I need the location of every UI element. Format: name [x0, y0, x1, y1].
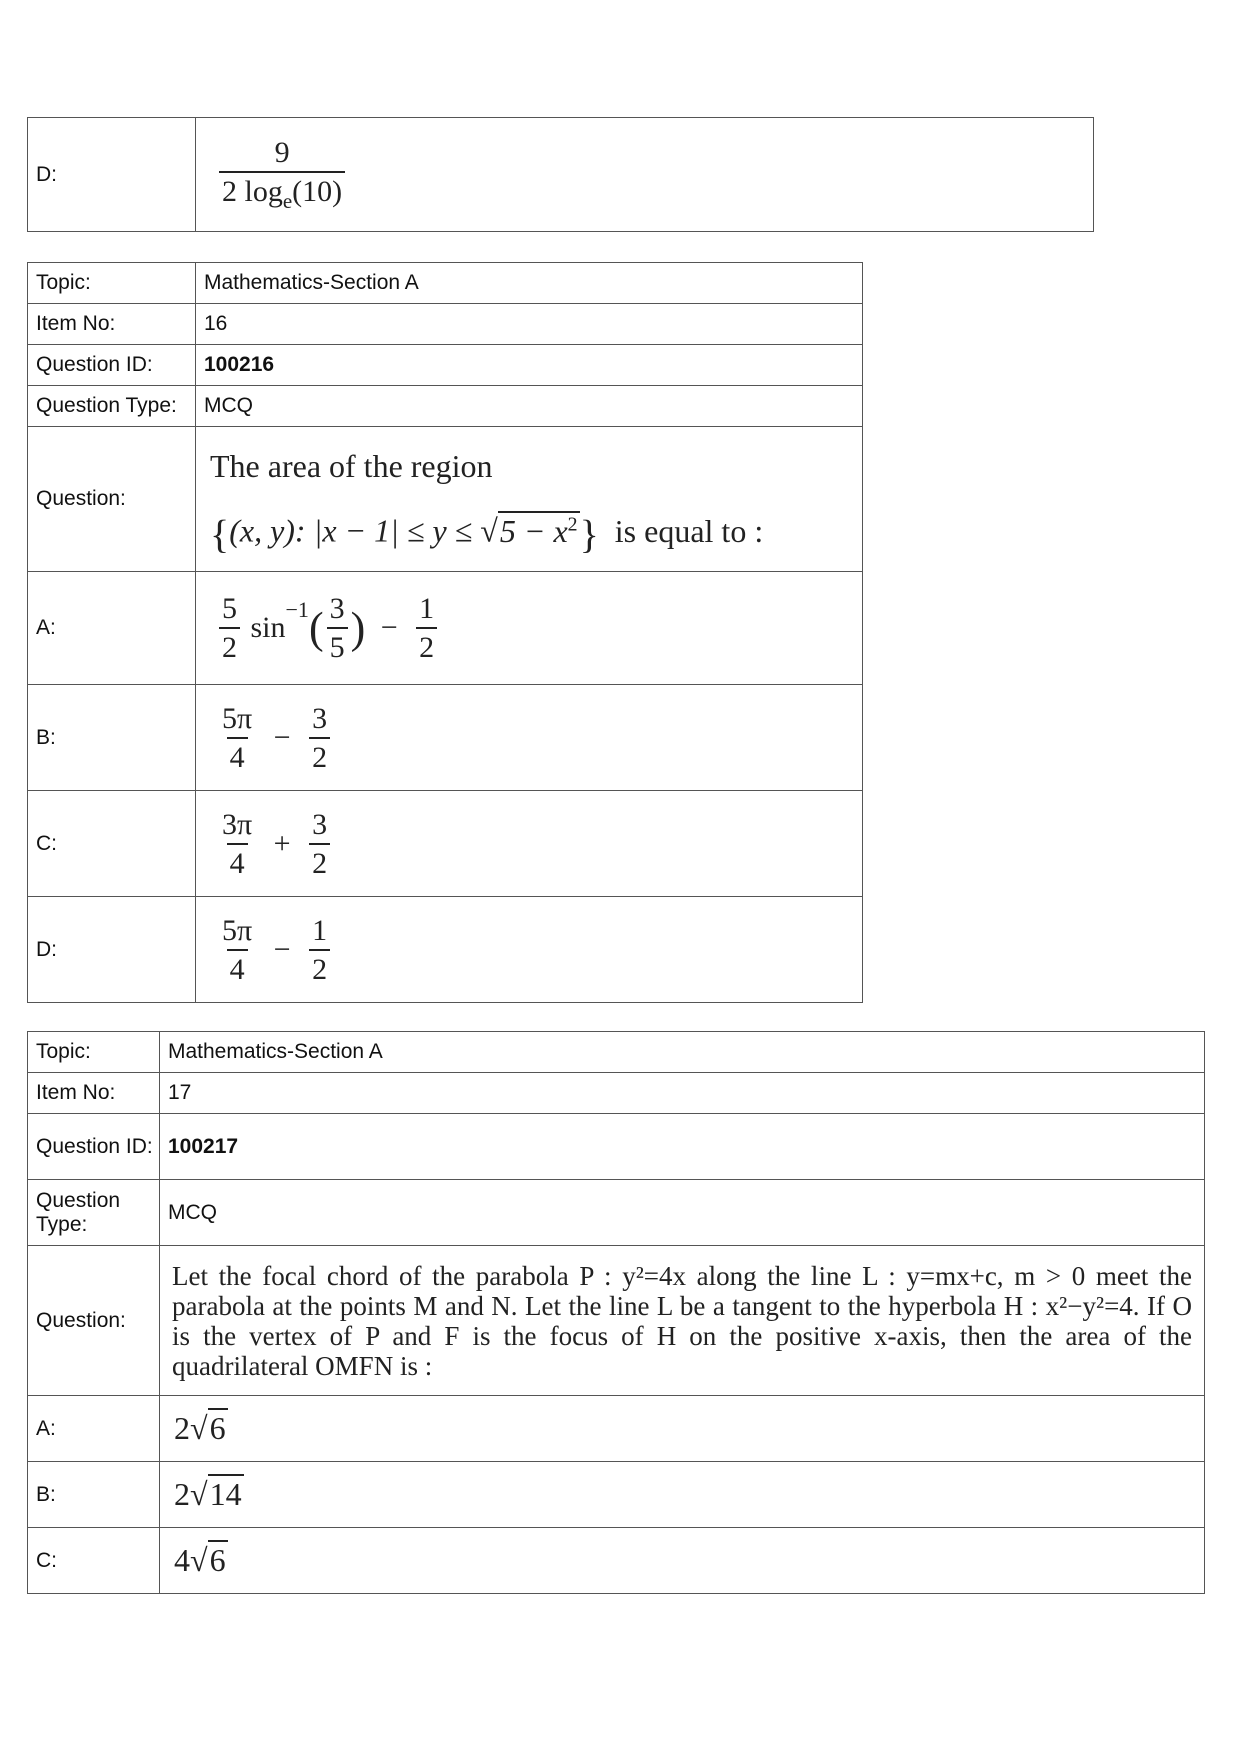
topic-label: Topic:: [28, 1032, 160, 1073]
option-b-label: B:: [28, 1462, 160, 1528]
question-type-value: MCQ: [160, 1180, 1205, 1246]
question-label: Question:: [28, 1246, 160, 1396]
question-id-value: 100216: [196, 345, 863, 386]
option-b-answer: $\frac{5\pi}{4}$ − $\frac{3}{2}$: [196, 685, 863, 791]
sqrt-expression: $√5 - x^2$: [480, 512, 578, 549]
question-label: Question:: [28, 427, 196, 572]
question-id-value: 100217: [160, 1114, 1205, 1180]
topic-label: Topic:: [28, 263, 196, 304]
option-b-answer: 2√14: [160, 1462, 1205, 1528]
fraction: $\frac{9}{2 \log_e(10)}$: [219, 136, 345, 213]
question-text: [160, 1246, 1205, 1396]
item-no-value: 16: [196, 304, 863, 345]
question-type-value: MCQ: [196, 386, 863, 427]
question-line-1: The area of the region: [210, 447, 493, 484]
topic-value: Mathematics-Section A: [160, 1032, 1205, 1073]
option-c-label: C:: [28, 1528, 160, 1594]
question-type-label: Question Type:: [28, 386, 196, 427]
question-line-2: {(x, y): $|x - 1| \le y \le √5 - x^2$} is equal to :: [210, 504, 862, 554]
option-b-label: B:: [28, 685, 196, 791]
option-c-answer: $\frac{3\pi}{4}$ + $\frac{3}{2}$: [196, 791, 863, 897]
item-no-label: Item No:: [28, 1073, 160, 1114]
question-text: [196, 427, 863, 572]
option-a-label: A:: [28, 572, 196, 685]
item-no-label: Item No:: [28, 304, 196, 345]
option-d-label: D:: [28, 897, 196, 1003]
option-a-answer: $\frac{5}{2}$ $\sin^{-1}$( $\frac{3}{5}$ ) − $\frac{1}{2}$: [196, 572, 863, 685]
option-d-label: D:: [28, 118, 196, 232]
question-type-label: Question Type:: [28, 1180, 160, 1246]
question-16-table: [27, 262, 863, 1003]
option-c-answer: 4√6: [160, 1528, 1205, 1594]
option-d-answer: [196, 118, 1094, 232]
topic-value: Mathematics-Section A: [196, 263, 863, 304]
item-no-value: 17: [160, 1073, 1205, 1114]
question-id-label: Question ID:: [28, 345, 196, 386]
question-paragraph: Let the focal chord of the parabola P : y²=4x along the line L : y=mx+c, m > 0 meet the parabola at the points M and N. Let the line L be a tangent to the hyperbola H : x²−y²=4. If O is the vertex of P and F is the focus of H on the positive x-axis, then the area of the quadrilateral OMFN is :: [172, 1260, 1192, 1381]
question-id-label: Question ID:: [28, 1114, 160, 1180]
question-17-table: [27, 1031, 1205, 1594]
option-a-answer: 2√6: [160, 1396, 1205, 1462]
option-a-label: A:: [28, 1396, 160, 1462]
previous-question-option-d: [27, 117, 1094, 232]
option-d-answer: $\frac{5\pi}{4}$ − $\frac{1}{2}$: [196, 897, 863, 1003]
option-c-label: C:: [28, 791, 196, 897]
